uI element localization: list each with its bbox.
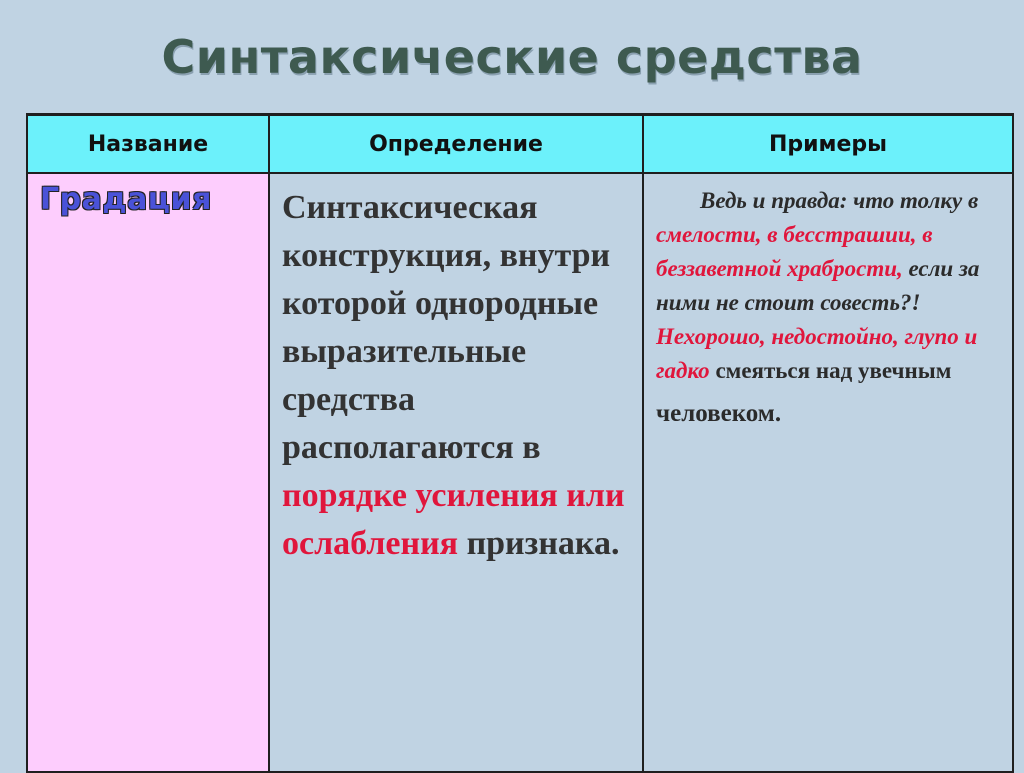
definition-plain: Синтаксическая конструкция, внутри которой однородные выразительные средства располагаются в <box>282 189 611 466</box>
example-cell <box>643 173 1013 772</box>
example-seg1: Ведь и правда: что толку в <box>700 188 979 213</box>
table-header-row <box>27 115 1013 174</box>
example-seg5: смеяться над увечным <box>709 358 952 383</box>
devices-table <box>26 113 1014 773</box>
example-seg3: если за ними не стоит совесть?! <box>656 256 980 315</box>
name-cell <box>27 173 269 772</box>
header-name: Название <box>27 115 269 174</box>
example-seg4: Нехорошо, недостойно, глупо и гадко <box>656 324 978 383</box>
example-seg6: человеком. <box>656 400 782 427</box>
term-name: Градация <box>40 182 212 217</box>
definition-tail: признака. <box>458 525 620 562</box>
slide-title: Синтаксические средства <box>161 30 863 84</box>
definition-text <box>282 184 632 568</box>
header-definition: Определение <box>269 115 643 174</box>
example-text <box>656 184 1004 440</box>
definition-cell <box>269 173 643 772</box>
table-row <box>27 173 1013 772</box>
example-seg2: смелости, в бесстрашии, в беззаветной храбрости, <box>656 222 933 281</box>
header-examples: Примеры <box>643 115 1013 174</box>
definition-highlight: порядке усиления или ослабления <box>282 477 625 562</box>
